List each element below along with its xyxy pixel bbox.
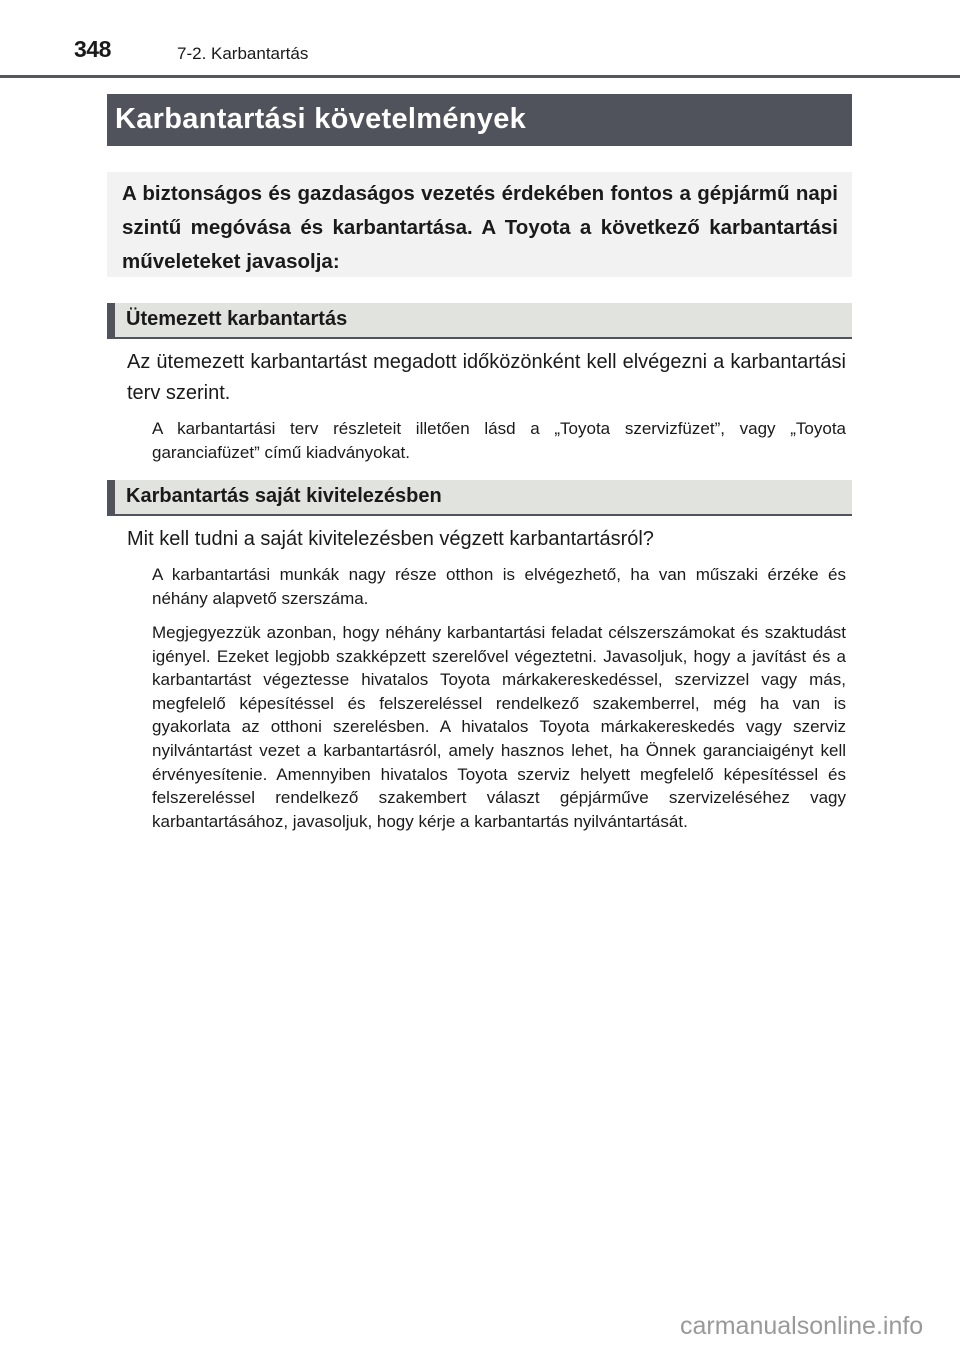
section-paragraph: A karbantartási terv részleteit illetően lásd a „Toyota szervizfüzet”, vagy „Toyota garanciafüzet” című kiadványokat. (152, 419, 846, 462)
page-title: Karbantartási követelmények (107, 94, 852, 146)
intro-box: A biztonságos és gazdaságos vezetés érdekében fontos a gépjármű napi szintű megóvása és karbantartása. A Toyota a következő karbantartási műveleteket javasolja: (107, 172, 852, 277)
section-heading-scheduled: Ütemezett karbantartás (107, 303, 852, 339)
page-number: 348 (74, 36, 111, 62)
header-rule (0, 75, 960, 78)
section-heading-diy: Karbantartás saját kivitelezésben (107, 480, 852, 516)
section-paragraph: A karbantartási munkák nagy része otthon is elvégezhető, ha van műszaki érzéke és néhány alapvető szerszáma. (152, 565, 846, 608)
section-lead: Az ütemezett karbantartást megadott időközönként kell elvégezni a karbantartási terv szerint. (127, 351, 846, 404)
watermark: carmanualsonline.info (680, 1312, 924, 1340)
section-lead: Mit kell tudni a saját kivitelezésben végzett karbantartásról? (127, 528, 654, 550)
chapter-title: 7-2. Karbantartás (177, 44, 309, 63)
section-paragraph: Megjegyezzük azonban, hogy néhány karbantartási feladat célszerszámokat és szaktudást igényel. Ezeket legjobb szakképzett szerelővel végeztetni. Javasoljuk, hogy a javítást és a karbantartást végeztesse hivatalos Toyota márkakereskedéssel, szervizzel vagy más, megfelelő képesítéssel és felszereléssel rendelkező szakemberrel, még ha van is gyakorlata az otthoni szerelésben. A hivatalos Toyota márkakereskedés vagy szerviz nyilvántartást vezet a karbantartásról, amely hasznos lehet, ha Önnek garanciaigényt kell érvényesítenie. Amennyiben hivatalos Toyota szerviz helyett megfelelő képesítéssel és felszereléssel rendelkező szakembert választ gépjárműve szervizeléséhez vagy karbantartásához, javasoljuk, hogy kérje a karbantartás nyilvántartását. (152, 623, 846, 831)
